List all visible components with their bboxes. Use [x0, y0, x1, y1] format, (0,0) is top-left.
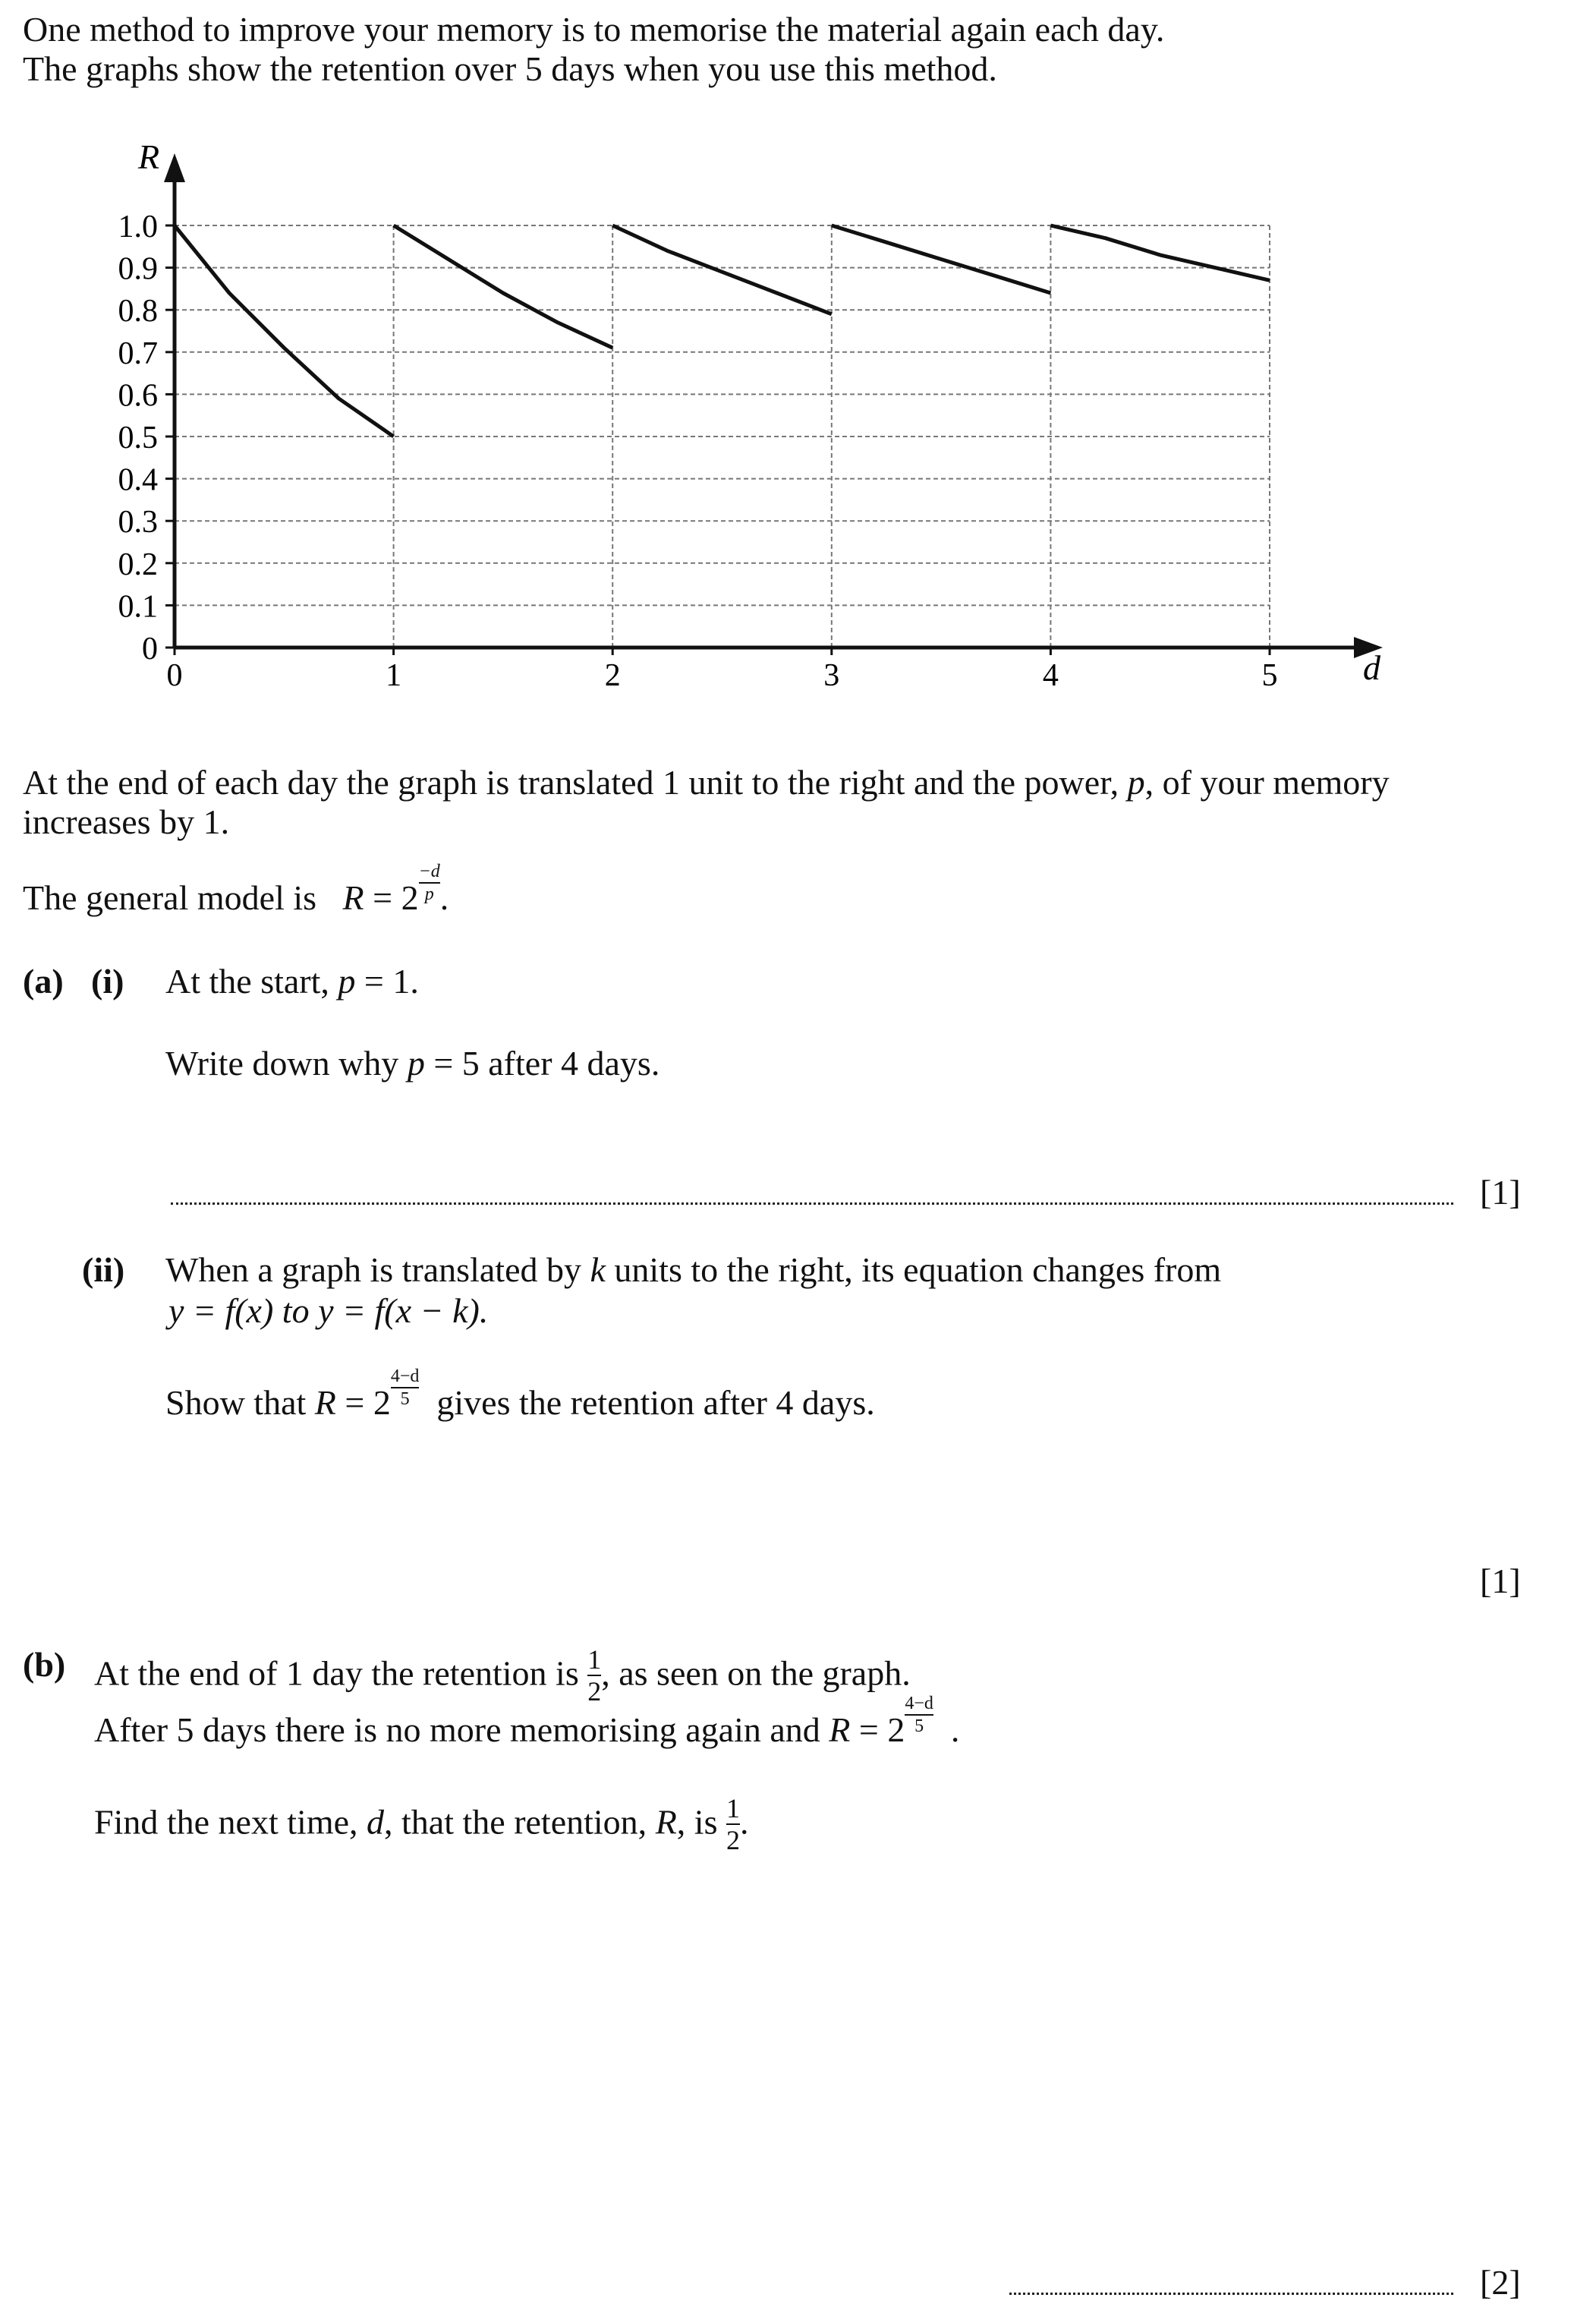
y-tick-label: 0.4 [118, 462, 158, 498]
answer-line-b[interactable] [1009, 2293, 1453, 2295]
retention-curve-4 [832, 225, 1051, 293]
mark-a-i: [1] [1480, 1173, 1521, 1212]
translate-line-2: y = f(x) to y = f(x − k). [168, 1291, 489, 1330]
half-fraction-2: $\frac{1}{2}$ [726, 1793, 740, 1855]
intro-line-1: One method to improve your memory is to memorise the material again each day. [23, 10, 1165, 49]
x-tick-label: 3 [823, 658, 840, 693]
model-exponent: $\frac{-d}{p}$ [418, 862, 440, 905]
y-tick-label: 0.7 [118, 336, 158, 371]
mark-b: [2] [1480, 2263, 1521, 2302]
y-axis-arrow [164, 153, 185, 182]
part-b-line-3: Find the next time, d, that the retention, R, is $\frac{1}{2}$ . [94, 1793, 749, 1855]
chart-grid [175, 225, 1270, 648]
part-b-line-1: At the end of 1 day the retention is $\frac{1}{2}$ , as seen on the graph. [94, 1644, 911, 1707]
half-fraction: $\frac{1}{2}$ [587, 1644, 602, 1707]
y-tick-label: 0.9 [118, 251, 158, 287]
y-tick-label: 1.0 [118, 210, 158, 244]
y-tick-label: 0.5 [118, 421, 158, 455]
y-tick-label: 0 [142, 632, 158, 667]
retention-chart [0, 121, 1442, 729]
chart-series [175, 225, 1270, 437]
write-down-text: Write down why p = 5 after 4 days. [165, 1044, 660, 1083]
x-tick-label: 0 [166, 658, 183, 693]
translate-line-1: When a graph is translated by k units to the right, its equation changes from [165, 1250, 1222, 1289]
mark-a-ii: [1] [1480, 1562, 1521, 1600]
x-axis-label: d [1363, 648, 1380, 687]
part-b-line-2: After 5 days there is no more memorising again and R = 2 $\frac{4-d}{5}$ . [94, 1694, 960, 1749]
answer-line-a-i[interactable] [171, 1202, 1453, 1205]
show-exponent: $\frac{4-d}{5}$ [390, 1366, 420, 1410]
y-tick-label: 0.1 [118, 589, 158, 625]
y-tick-label: 0.6 [118, 378, 158, 414]
general-model: The general model is R = 2 $\frac{-d}{p}$ . [23, 862, 449, 917]
x-tick-label: 5 [1261, 658, 1278, 693]
part-b-label: (b) [23, 1645, 66, 1684]
part-a-ii-label: (ii) [82, 1250, 125, 1289]
retention-curve-2 [394, 225, 613, 348]
part-a-label: (a) [23, 962, 64, 1001]
x-tick-label: 1 [386, 658, 402, 693]
paragraph-line-2: increases by 1. [23, 802, 230, 841]
x-tick-label: 2 [604, 658, 621, 693]
paragraph-line-1: At the end of each day the graph is translated 1 unit to the right and the power, p, of your memory [23, 763, 1390, 802]
start-text: At the start, p = 1. [165, 962, 419, 1001]
part-a-i-label: (i) [91, 962, 124, 1001]
intro-line-2: The graphs show the retention over 5 days when you use this method. [23, 49, 997, 88]
part-b-exponent: $\frac{4-d}{5}$ [905, 1694, 933, 1737]
retention-curve-3 [612, 225, 832, 314]
y-tick-label: 0.2 [118, 547, 158, 582]
retention-curve-5 [1050, 225, 1270, 280]
show-that-text: Show that R = 2 $\frac{4-d}{5}$ gives the retention after 4 days. [165, 1366, 875, 1422]
chart-ticks [118, 210, 1278, 693]
y-tick-label: 0.3 [118, 505, 158, 541]
y-tick-label: 0.8 [118, 294, 158, 329]
x-tick-label: 4 [1042, 658, 1059, 693]
y-axis-label: R [138, 137, 160, 176]
retention-curve-1 [175, 225, 394, 437]
